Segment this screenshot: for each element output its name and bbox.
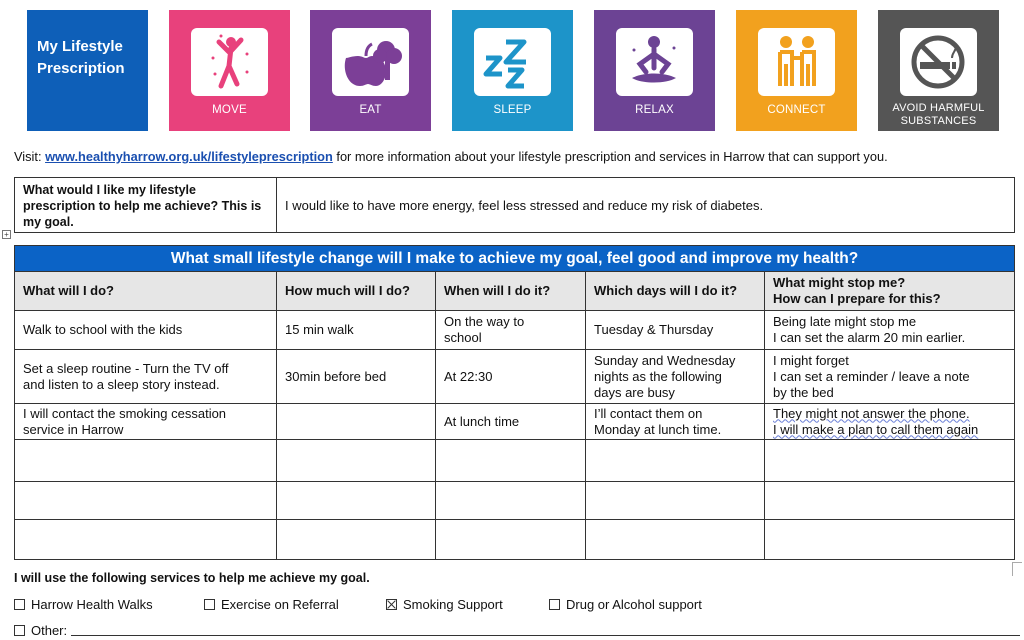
- empty-cell[interactable]: [586, 520, 765, 559]
- column-header: What will I do?: [15, 272, 277, 311]
- option-drug-alcohol-support[interactable]: Drug or Alcohol support: [549, 597, 702, 612]
- goal-table: [14, 177, 1015, 233]
- lifestyle-prescription-link[interactable]: www.healthyharrow.org.uk/lifestyleprescription: [45, 149, 333, 164]
- empty-cell[interactable]: [15, 482, 277, 520]
- table-cell[interactable]: Sunday and Wednesday nights as the following days are busy: [586, 350, 765, 404]
- table-cell[interactable]: On the way to school: [436, 311, 586, 350]
- tile-label-relax: RELAX: [635, 104, 674, 116]
- visit-line: [14, 149, 1019, 164]
- header-tiles: [27, 10, 999, 131]
- services-checkboxes: [14, 597, 814, 613]
- avoid-tile: [878, 10, 999, 131]
- empty-cell[interactable]: [436, 520, 586, 559]
- table-move-handle-icon[interactable]: +: [2, 230, 11, 239]
- empty-cell[interactable]: [765, 482, 1014, 520]
- tile-label-connect: CONNECT: [767, 104, 826, 116]
- relax-tile: [594, 10, 715, 131]
- checkbox-icon[interactable]: [14, 599, 25, 610]
- tile-label-eat: EAT: [359, 104, 382, 116]
- checked-checkbox-icon[interactable]: [386, 599, 397, 610]
- table-cell[interactable]: Walk to school with the kids: [15, 311, 277, 350]
- table-cell[interactable]: They might not answer the phone. I will make a plan to call them again: [765, 404, 1014, 440]
- empty-cell[interactable]: [436, 482, 586, 520]
- option-smoking-support[interactable]: Smoking Support: [386, 597, 503, 612]
- table-cell[interactable]: Being late might stop me I can set the alarm 20 min earlier.: [765, 311, 1014, 350]
- plan-table: [14, 245, 1015, 560]
- visit-prefix: Visit:: [14, 149, 46, 164]
- column-header: What might stop me? How can I prepare for this?: [765, 272, 1014, 311]
- empty-cell[interactable]: [586, 482, 765, 520]
- tile-label-sleep: SLEEP: [493, 104, 532, 116]
- table-cell[interactable]: Tuesday & Thursday: [586, 311, 765, 350]
- empty-cell[interactable]: [277, 520, 436, 559]
- other-input-line[interactable]: [71, 624, 1020, 636]
- table-cell[interactable]: At 22:30: [436, 350, 586, 404]
- goal-question: What would I like my lifestyle prescription to help me achieve? This is my goal.: [15, 178, 277, 232]
- table-cell[interactable]: Set a sleep routine - Turn the TV off and listen to a sleep story instead.: [15, 350, 277, 404]
- tile-label-avoid: AVOID HARMFUL SUBSTANCES: [892, 102, 985, 127]
- dancing-person-icon: [191, 28, 268, 96]
- meditation-icon: [616, 28, 693, 96]
- table-cell[interactable]: I’ll contact them on Monday at lunch time.: [586, 404, 765, 440]
- checkbox-icon[interactable]: [14, 625, 25, 636]
- other-option[interactable]: [14, 622, 1020, 638]
- table-cell[interactable]: [277, 404, 436, 440]
- empty-cell[interactable]: [765, 520, 1014, 559]
- empty-cell[interactable]: [436, 440, 586, 482]
- sleep-tile: [452, 10, 573, 131]
- two-people-icon: [758, 28, 835, 96]
- column-header: How much will I do?: [277, 272, 436, 311]
- other-label: Other:: [31, 622, 68, 638]
- move-tile: [169, 10, 290, 131]
- no-smoking-icon: [900, 28, 977, 96]
- plan-grid: [15, 272, 1014, 559]
- tile-label-move: MOVE: [212, 104, 247, 116]
- empty-cell[interactable]: [15, 440, 277, 482]
- page-edge-mark: [1012, 562, 1022, 576]
- apple-broccoli-icon: [332, 28, 409, 96]
- empty-cell[interactable]: [15, 520, 277, 559]
- checkbox-icon[interactable]: [549, 599, 560, 610]
- checkbox-icon[interactable]: [204, 599, 215, 610]
- services-heading: I will use the following services to help me achieve my goal.: [14, 571, 370, 585]
- table-cell[interactable]: 15 min walk: [277, 311, 436, 350]
- brand-tile: [27, 10, 148, 131]
- table-cell[interactable]: At lunch time: [436, 404, 586, 440]
- column-header: When will I do it?: [436, 272, 586, 311]
- option-exercise-on-referral[interactable]: Exercise on Referral: [204, 597, 339, 612]
- empty-cell[interactable]: [277, 482, 436, 520]
- table-cell[interactable]: I will contact the smoking cessation service in Harrow: [15, 404, 277, 440]
- table-cell[interactable]: 30min before bed: [277, 350, 436, 404]
- brand-title: My Lifestyle Prescription: [37, 38, 125, 77]
- table-cell[interactable]: I might forget I can set a reminder / leave a note by the bed: [765, 350, 1014, 404]
- zzz-icon: [474, 28, 551, 96]
- column-header: Which days will I do it?: [586, 272, 765, 311]
- empty-cell[interactable]: [765, 440, 1014, 482]
- plan-title: What small lifestyle change will I make to achieve my goal, feel good and improve my health?: [15, 246, 1014, 272]
- empty-cell[interactable]: [277, 440, 436, 482]
- visit-suffix: for more information about your lifestyle prescription and services in Harrow that can support you.: [332, 149, 888, 164]
- goal-answer[interactable]: I would like to have more energy, feel less stressed and reduce my risk of diabetes.: [285, 197, 764, 213]
- option-harrow-health-walks[interactable]: Harrow Health Walks: [14, 597, 153, 612]
- empty-cell[interactable]: [586, 440, 765, 482]
- eat-tile: [310, 10, 431, 131]
- connect-tile: [736, 10, 857, 131]
